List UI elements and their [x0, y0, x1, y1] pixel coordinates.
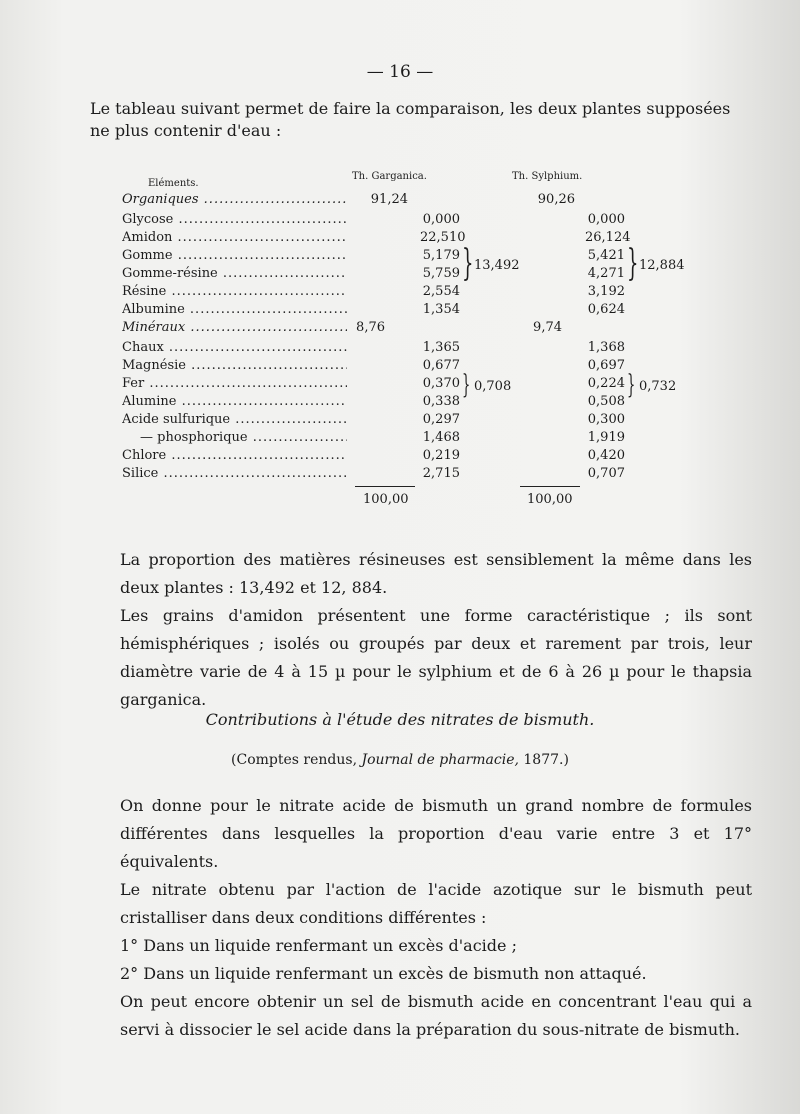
header-sylphium: Th. Sylphium.	[512, 171, 583, 182]
row-col1: 1,468	[422, 430, 460, 445]
iron-group-col2: 0,732	[639, 379, 677, 394]
row-col1: 22,510	[420, 230, 466, 245]
table-row	[0, 230, 800, 248]
table-row	[0, 302, 800, 320]
row-col2: 9,74	[533, 320, 562, 335]
table-row-organiques	[0, 192, 800, 210]
intro-text: Le tableau suivant permet de faire la comparaison, les deux plantes supposées ne plus contenir d'eau :	[90, 99, 731, 140]
row-col2: 90,26	[537, 192, 575, 207]
row-col2: 0,707	[587, 466, 625, 481]
paragraph-resins: La proportion des matières résineuses est sensiblement la même dans les deux plantes : 13,492 et 12, 884.	[120, 550, 752, 597]
row-col2: 0,624	[587, 302, 625, 317]
row-col1: 5,179	[422, 248, 460, 263]
row-label: Silice .....	[122, 466, 347, 481]
iron-group-col1: 0,708	[474, 379, 512, 394]
total-rule-col2	[520, 486, 580, 487]
total-col2: 100,00	[527, 492, 573, 507]
row-col2: 1,368	[587, 340, 625, 355]
row-label: Alumine .....	[122, 394, 347, 409]
brace-sylphium-resins: }	[627, 243, 639, 284]
row-col1: 0,370	[422, 376, 460, 391]
row-label: — phosphorique .....	[122, 430, 347, 445]
ref-suffix: 1877.)	[523, 752, 569, 768]
header-garganica: Th. Garganica.	[352, 171, 427, 182]
paragraph-formulas: On donne pour le nitrate acide de bismuth un grand nombre de formules différentes dans lesquelles la proportion d'eau varie entre 3 et 17° équivalents.	[120, 796, 752, 871]
table-row	[0, 376, 800, 394]
list-item-1: 1° Dans un liquide renfermant un excès d'acide ;	[120, 936, 517, 955]
row-col2: 4,271	[587, 266, 625, 281]
row-col2: 26,124	[585, 230, 631, 245]
ref-journal: Journal de pharmacie,	[361, 752, 519, 768]
paragraph-nitrate: Le nitrate obtenu par l'action de l'acide azotique sur le bismuth peut cristalliser dans deux conditions différentes :	[120, 880, 752, 927]
paragraph-starch: Les grains d'amidon présentent une forme caractéristique ; ils sont hémisphériques ; isolés ou groupés par deux et rarement par trois, leur diamètre varie de 4 à 15 µ pour le sylphium et de 6 à 26 µ pour le thapsia garganica.	[120, 606, 752, 709]
paragraph-concentrate: On peut encore obtenir un sel de bismuth acide en concentrant l'eau qui a servi à dissocier le sel acide dans la préparation du sous-nitrate de bismuth.	[120, 992, 752, 1039]
row-col1: 91,24	[370, 192, 408, 207]
row-label: Chaux .....	[122, 340, 347, 355]
row-label: Albumine .....	[122, 302, 347, 317]
row-col2: 0,000	[587, 212, 625, 227]
composition-table	[0, 168, 800, 508]
row-col2: 5,421	[587, 248, 625, 263]
total-rule-col1	[355, 486, 415, 487]
brace-garganica-iron: }	[462, 370, 471, 400]
body-section-2	[120, 792, 752, 1044]
row-col1: 0,219	[422, 448, 460, 463]
body-section-1	[120, 546, 752, 714]
resin-group-col1: 13,492	[474, 258, 520, 273]
row-col2: 3,192	[587, 284, 625, 299]
table-row	[0, 340, 800, 358]
row-col1: 1,354	[422, 302, 460, 317]
row-col1: 0,338	[422, 394, 460, 409]
list-item-2: 2° Dans un liquide renfermant un excès de bismuth non attaqué.	[120, 964, 647, 983]
section-reference	[0, 752, 800, 768]
ref-prefix: (Comptes rendus,	[231, 752, 358, 768]
table-row-mineraux	[0, 320, 800, 338]
row-label: Amidon .....	[122, 230, 347, 245]
row-label: Chlore .....	[122, 448, 347, 463]
table-row	[0, 212, 800, 230]
table-row	[0, 430, 800, 448]
row-label: Résine .....	[122, 284, 347, 299]
row-label: Gomme-résine .....	[122, 266, 347, 281]
brace-sylphium-iron: }	[627, 370, 636, 400]
table-row	[0, 394, 800, 412]
row-label: Magnésie .....	[122, 358, 347, 373]
brace-garganica-resins: }	[462, 243, 474, 284]
resin-group-col2: 12,884	[639, 258, 685, 273]
table-row	[0, 284, 800, 302]
row-col1: 8,76	[356, 320, 385, 335]
row-label: Glycose .....	[122, 212, 347, 227]
page-number: — 16 —	[366, 62, 434, 82]
row-col1: 0,297	[422, 412, 460, 427]
row-col2: 0,300	[587, 412, 625, 427]
row-label: Fer .....	[122, 376, 347, 391]
intro-paragraph	[90, 98, 750, 142]
row-col1: 0,677	[422, 358, 460, 373]
header-elements: Eléments.	[148, 178, 199, 189]
row-col2: 0,224	[587, 376, 625, 391]
table-row	[0, 358, 800, 376]
row-col1: 5,759	[422, 266, 460, 281]
row-label: Acide sulfurique .....	[122, 412, 347, 427]
row-col2: 0,697	[587, 358, 625, 373]
row-col1: 0,000	[422, 212, 460, 227]
row-label: Gomme .....	[122, 248, 347, 263]
table-row	[0, 412, 800, 430]
row-col1: 2,715	[422, 466, 460, 481]
table-row	[0, 448, 800, 466]
section-title: Contributions à l'étude des nitrates de bismuth.	[205, 710, 595, 729]
total-col1: 100,00	[363, 492, 409, 507]
row-col2: 0,508	[587, 394, 625, 409]
row-label: Organiques .....	[122, 192, 347, 207]
row-col2: 0,420	[587, 448, 625, 463]
row-col2: 1,919	[587, 430, 625, 445]
row-col1: 2,554	[422, 284, 460, 299]
table-row	[0, 466, 800, 484]
row-label: Minéraux .....	[122, 320, 347, 335]
row-col1: 1,365	[422, 340, 460, 355]
